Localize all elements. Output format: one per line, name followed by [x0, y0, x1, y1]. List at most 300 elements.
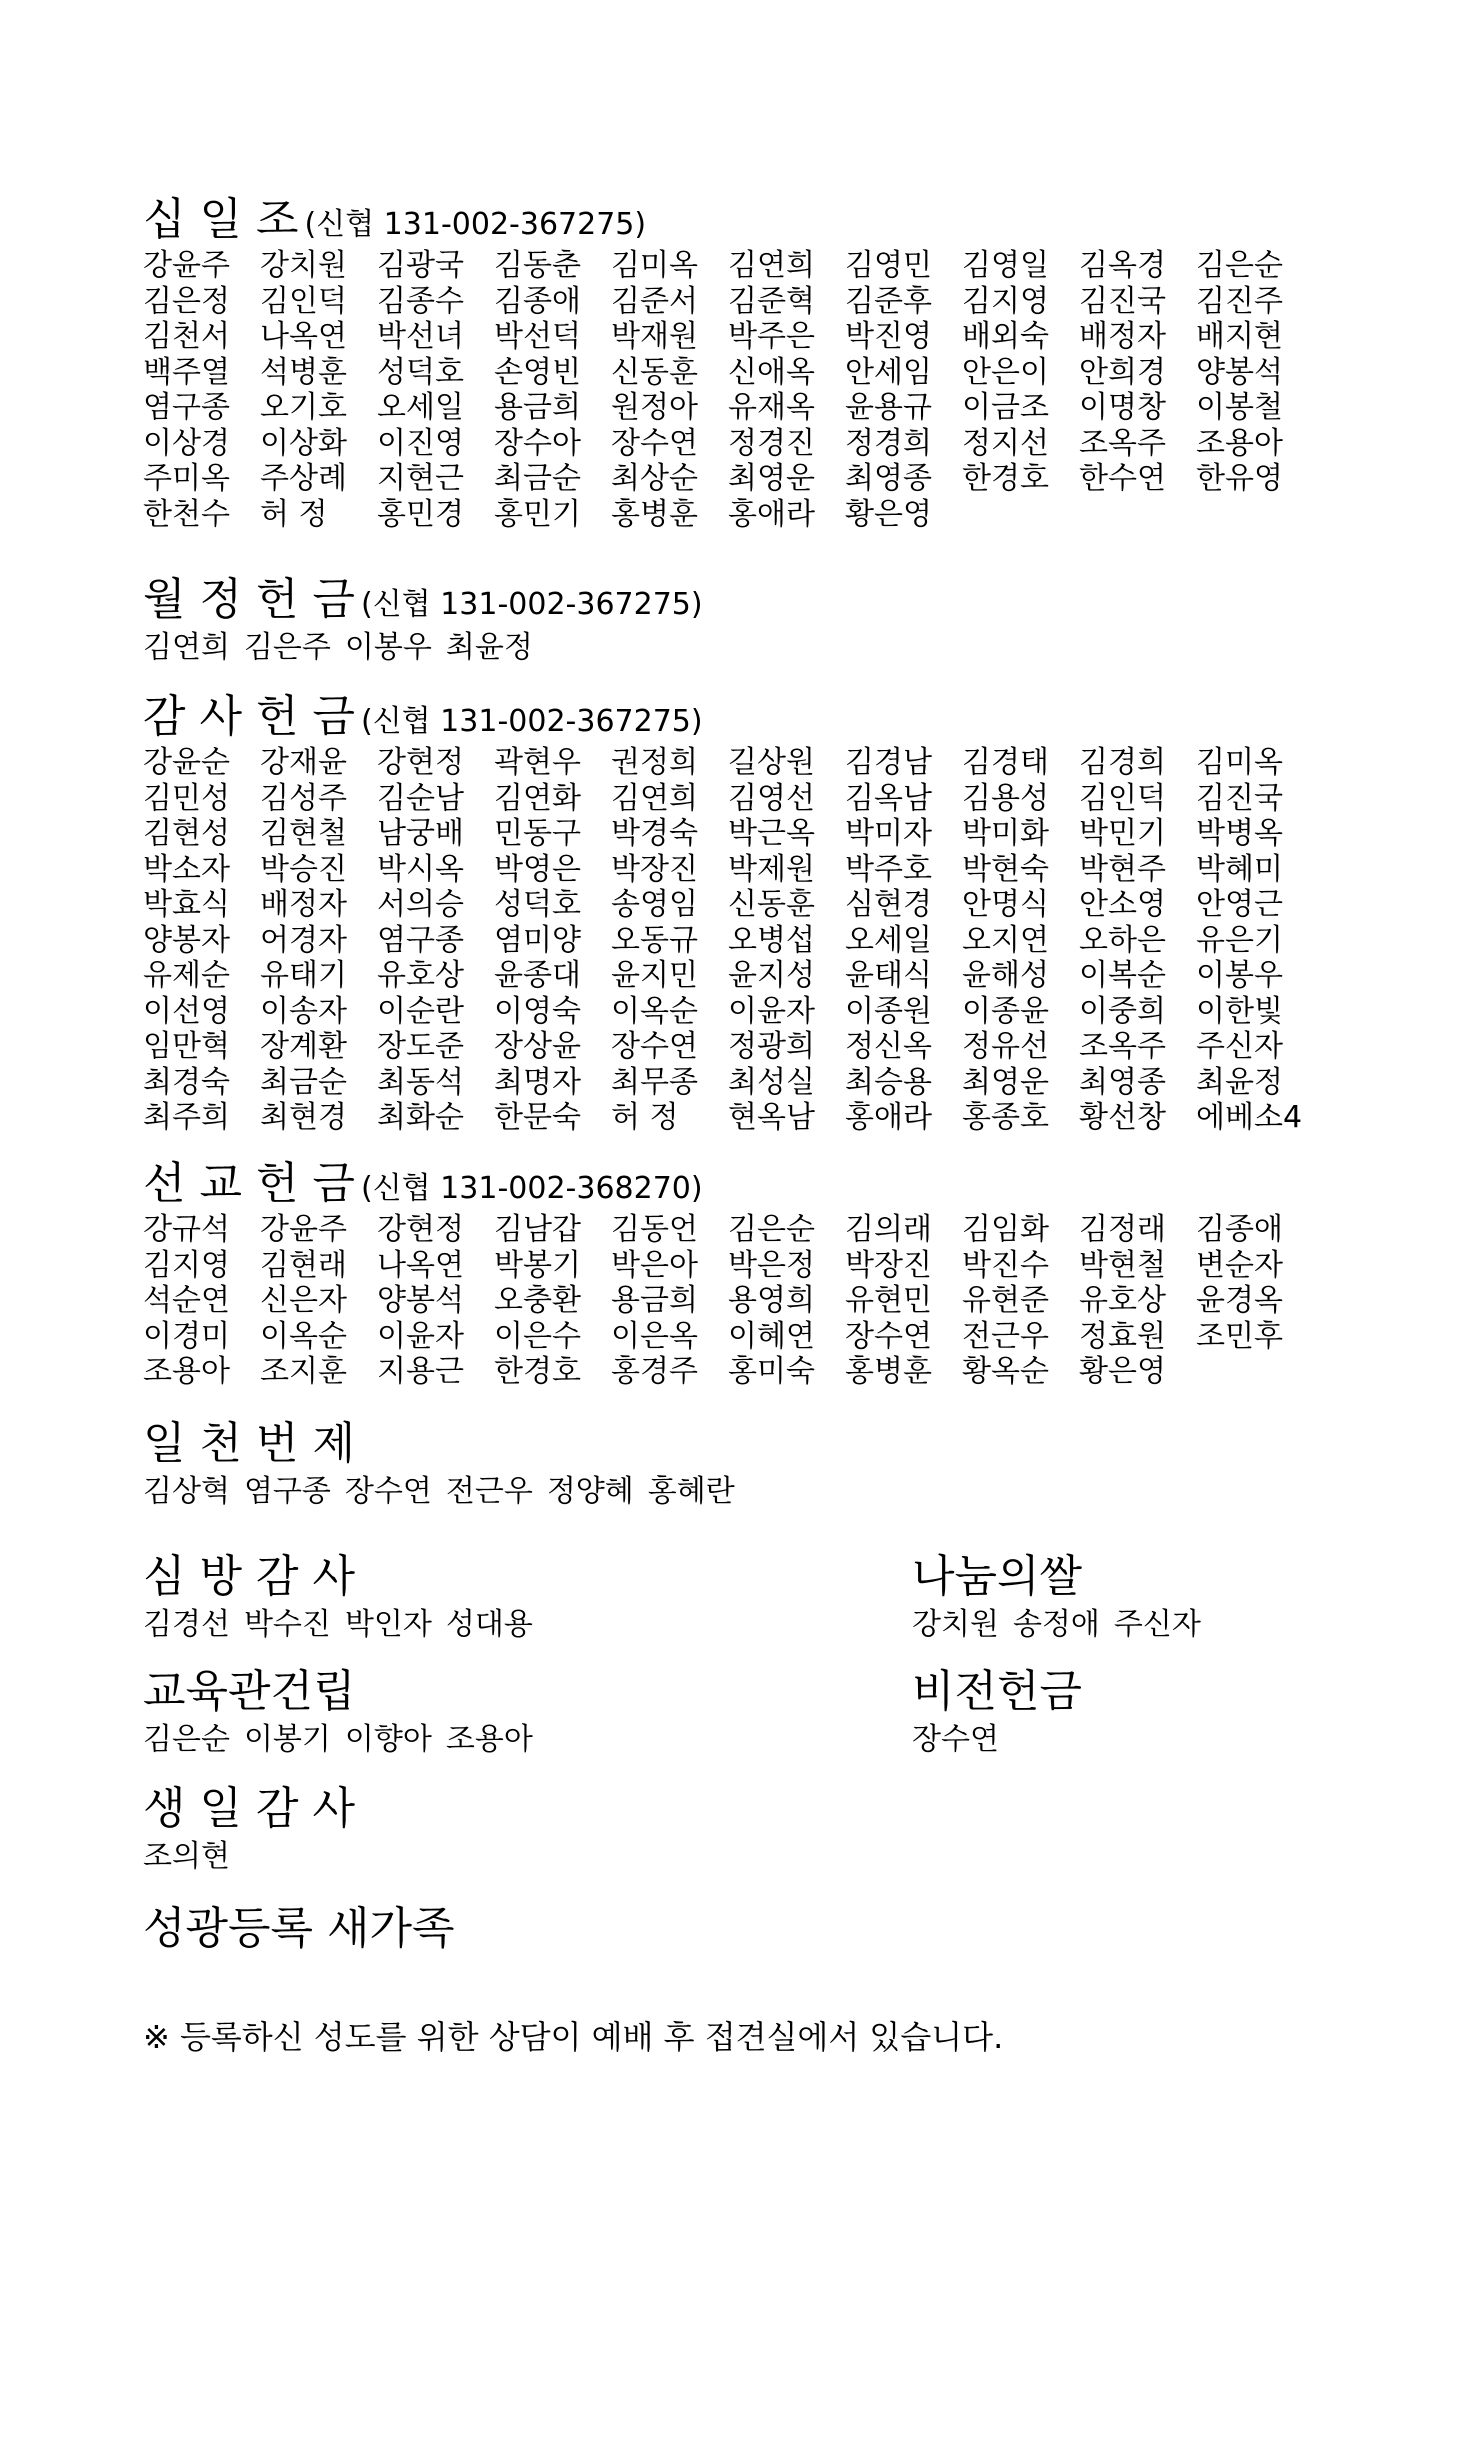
- member-name: 신동훈: [611, 354, 698, 390]
- member-name: 최윤정: [1196, 1064, 1283, 1100]
- member-name: 배정자: [1079, 319, 1166, 354]
- member-name: 이혜연: [728, 1318, 815, 1354]
- member-name: 김미옥: [1196, 745, 1283, 780]
- member-name: 오병섭: [728, 922, 815, 958]
- member-name: 유현준: [962, 1283, 1049, 1318]
- member-name: 이봉철: [1196, 390, 1283, 425]
- member-name: 김의래: [845, 1212, 932, 1247]
- member-name: 김은정: [143, 283, 230, 319]
- section-title: 성광등록 새가족: [143, 1903, 455, 1954]
- member-name: 최금순: [260, 1064, 347, 1100]
- member-name: 김준혁: [728, 283, 815, 319]
- member-name: 이경미: [143, 1318, 230, 1354]
- member-name: 장수연: [611, 425, 698, 461]
- member-name: 백주열: [143, 354, 230, 390]
- member-name: 이명창: [1079, 390, 1166, 425]
- account-number: (신협 131-002-368270): [360, 1171, 703, 1206]
- member-name: 이상화: [260, 425, 347, 461]
- member-name: 현옥남: [728, 1100, 815, 1135]
- member-name: 장도준: [377, 1029, 464, 1064]
- member-name: 김남갑: [494, 1212, 581, 1247]
- member-name: 김민성: [143, 780, 230, 816]
- member-name: 유현민: [845, 1283, 932, 1318]
- monthly-heading: [143, 574, 703, 625]
- member-name: 홍미숙: [728, 1354, 815, 1389]
- member-name: 김진국: [1196, 780, 1283, 816]
- member-name: 장수연: [912, 1722, 999, 1757]
- tithe-section: [143, 194, 1313, 532]
- thanks-heading: [143, 691, 1313, 742]
- member-name: 유제순: [143, 958, 230, 993]
- member-name: 전근우: [962, 1318, 1049, 1354]
- member-name: 박병옥: [1196, 816, 1283, 851]
- monthly-offering-section: [143, 574, 703, 666]
- member-name: 이옥순: [611, 993, 698, 1029]
- member-name: 김정래: [1079, 1212, 1166, 1247]
- member-name: 윤해성: [962, 958, 1049, 993]
- member-name: 홍민경: [377, 496, 464, 532]
- member-name: 홍애라: [728, 496, 815, 532]
- name-grid: [143, 248, 1313, 532]
- member-name: 최동석: [377, 1064, 464, 1100]
- name-list: [143, 1607, 547, 1643]
- member-name: 권정희: [611, 745, 698, 780]
- member-name: 강윤주: [143, 248, 230, 283]
- name-row: [143, 887, 1313, 923]
- member-name: 임만혁: [143, 1029, 230, 1064]
- member-name: 김지영: [143, 1247, 230, 1283]
- member-name: 박장진: [611, 851, 698, 887]
- member-name: 이중희: [1079, 993, 1166, 1029]
- member-name: 안은이: [962, 354, 1049, 390]
- rice-sharing-section: [912, 1551, 1215, 1643]
- member-name: 이윤자: [377, 1318, 464, 1354]
- name-row: [143, 284, 1313, 320]
- member-name: 조용아: [1196, 425, 1283, 461]
- member-name: 김영선: [728, 780, 815, 816]
- member-name: 최성실: [728, 1064, 815, 1100]
- member-name: 김종애: [494, 283, 581, 319]
- name-row: [143, 461, 1313, 497]
- member-name: 신은자: [260, 1283, 347, 1318]
- member-name: 이봉기: [243, 1722, 331, 1757]
- member-name: 윤태식: [845, 958, 932, 993]
- member-name: 김경남: [845, 745, 932, 780]
- name-row: [143, 248, 1313, 284]
- member-name: 이윤자: [728, 993, 815, 1029]
- name-row: [143, 781, 1313, 817]
- member-name: 변순자: [1196, 1247, 1283, 1283]
- member-name: 한유영: [1196, 461, 1283, 496]
- member-name: 김진주: [1196, 283, 1283, 319]
- member-name: 황은영: [1079, 1354, 1166, 1389]
- member-name: 박경숙: [611, 816, 698, 851]
- name-row: [143, 923, 1313, 959]
- member-name: 김인덕: [260, 283, 347, 319]
- member-name: 용영희: [728, 1283, 815, 1318]
- member-name: 김종애: [1196, 1212, 1283, 1247]
- member-name: 박미자: [845, 816, 932, 851]
- name-row: [143, 816, 1313, 852]
- member-name: 박주은: [728, 319, 815, 354]
- member-name: 김현철: [260, 816, 347, 851]
- name-row: [143, 426, 1313, 462]
- member-name: 김옥남: [845, 780, 932, 816]
- member-name: 박수진: [243, 1607, 331, 1642]
- name-row: [143, 355, 1313, 391]
- member-name: 신동훈: [728, 887, 815, 922]
- member-name: 에베소4: [1196, 1100, 1303, 1135]
- member-name: 최영운: [962, 1064, 1049, 1100]
- member-name: 홍경주: [611, 1354, 698, 1389]
- vision-offering-section: [912, 1666, 1083, 1758]
- member-name: 김진국: [1079, 283, 1166, 319]
- member-name: 유재옥: [728, 390, 815, 425]
- member-name: 최윤정: [445, 630, 533, 665]
- member-name: 이송자: [260, 993, 347, 1029]
- member-name: 이종원: [845, 993, 932, 1029]
- consultation-notice: ※ 등록하신 성도를 위한 상담이 예배 후 접견실에서 있습니다.: [143, 2018, 1004, 2056]
- member-name: 장상윤: [494, 1029, 581, 1064]
- member-name: 황선창: [1079, 1100, 1166, 1135]
- member-name: 신애옥: [728, 354, 815, 390]
- member-name: 박선녀: [377, 319, 464, 354]
- member-name: 김은순: [1196, 248, 1283, 283]
- section-title: 일 천 번 제: [143, 1418, 355, 1469]
- member-name: 송영임: [611, 887, 698, 922]
- member-name: 김은순: [728, 1212, 815, 1247]
- member-name: 김은순: [143, 1722, 230, 1757]
- member-name: 이향아: [344, 1722, 432, 1757]
- member-name: 박소자: [143, 851, 230, 887]
- member-name: 이선영: [143, 993, 230, 1029]
- member-name: 김인덕: [1079, 780, 1166, 816]
- member-name: 민동구: [494, 816, 581, 851]
- member-name: 이한빛: [1196, 993, 1283, 1029]
- member-name: 정지선: [962, 425, 1049, 461]
- member-name: 김현래: [260, 1247, 347, 1283]
- member-name: 안희경: [1079, 354, 1166, 390]
- member-name: 전근우: [445, 1474, 533, 1509]
- member-name: 김연희: [728, 248, 815, 283]
- member-name: 황옥순: [962, 1354, 1049, 1389]
- member-name: 김영민: [845, 248, 932, 283]
- member-name: 주신자: [1196, 1029, 1283, 1064]
- member-name: 한천수: [143, 496, 230, 532]
- member-name: 홍병훈: [845, 1354, 932, 1389]
- member-name: 최승용: [845, 1064, 932, 1100]
- member-name: 정양혜: [546, 1474, 634, 1509]
- member-name: 윤종대: [494, 958, 581, 993]
- member-name: 장계환: [260, 1029, 347, 1064]
- mission-offering-section: [143, 1158, 1313, 1390]
- member-name: 조지훈: [260, 1354, 347, 1389]
- member-name: 장수연: [344, 1474, 432, 1509]
- member-name: 박영은: [494, 851, 581, 887]
- member-name: 최금순: [494, 461, 581, 496]
- member-name: 박시옥: [377, 851, 464, 887]
- member-name: 황은영: [845, 496, 932, 532]
- section-title: 십 일 조: [143, 194, 299, 245]
- member-name: 박제원: [728, 851, 815, 887]
- name-list: [143, 1722, 547, 1758]
- name-row: [143, 497, 1313, 533]
- member-name: 서의승: [377, 887, 464, 922]
- member-name: 박미화: [962, 816, 1049, 851]
- member-name: 오동규: [611, 922, 698, 958]
- member-name: 홍병훈: [611, 496, 698, 532]
- member-name: 장수연: [845, 1318, 932, 1354]
- member-name: 최영종: [845, 461, 932, 496]
- member-name: 박재원: [611, 319, 698, 354]
- member-name: 박승진: [260, 851, 347, 887]
- member-name: 주상례: [260, 461, 347, 496]
- member-name: 김경태: [962, 745, 1049, 780]
- member-name: 강현정: [377, 1212, 464, 1247]
- member-name: 김광국: [377, 248, 464, 283]
- member-name: 최화순: [377, 1100, 464, 1135]
- section-title: 선 교 헌 금: [143, 1158, 355, 1209]
- member-name: 안영근: [1196, 887, 1283, 922]
- mission-heading: [143, 1158, 1313, 1209]
- member-name: 김옥경: [1079, 248, 1166, 283]
- member-name: 곽현우: [494, 745, 581, 780]
- member-name: 배외숙: [962, 319, 1049, 354]
- member-name: 정경진: [728, 425, 815, 461]
- member-name: 김종수: [377, 283, 464, 319]
- name-grid: [143, 745, 1313, 1136]
- member-name: 양봉자: [143, 922, 230, 958]
- member-name: 김상혁: [143, 1474, 230, 1509]
- member-name: 장수연: [611, 1029, 698, 1064]
- member-name: 김순남: [377, 780, 464, 816]
- member-name: 박혜미: [1196, 851, 1283, 887]
- section-title: 심 방 감 사: [143, 1551, 355, 1602]
- name-list: [912, 1722, 1082, 1758]
- name-grid: [143, 1212, 1313, 1390]
- member-name: 정광희: [728, 1029, 815, 1064]
- member-name: 성대용: [445, 1607, 533, 1642]
- member-name: 이봉우: [1196, 958, 1283, 993]
- member-name: 김준서: [611, 283, 698, 319]
- member-name: 박근옥: [728, 816, 815, 851]
- member-name: 유은기: [1196, 922, 1283, 958]
- member-name: 주미옥: [143, 461, 230, 496]
- member-name: 조의현: [143, 1839, 230, 1874]
- name-row: [143, 1248, 1313, 1284]
- member-name: 홍종호: [962, 1100, 1049, 1135]
- member-name: 박효식: [143, 887, 230, 922]
- member-name: 조용아: [445, 1722, 533, 1757]
- member-name: 김경선: [143, 1607, 230, 1642]
- member-name: 강규석: [143, 1212, 230, 1247]
- name-row: [143, 1100, 1313, 1136]
- member-name: 박은아: [611, 1247, 698, 1283]
- member-name: 원정아: [611, 390, 698, 425]
- member-name: 박봉기: [494, 1247, 581, 1283]
- member-name: 장수아: [494, 425, 581, 461]
- member-name: 김현성: [143, 816, 230, 851]
- member-name: 송정애: [1012, 1607, 1100, 1642]
- education-building-section: [143, 1666, 547, 1758]
- member-name: 이복순: [1079, 958, 1166, 993]
- member-name: 박은정: [728, 1247, 815, 1283]
- member-name: 염구종: [377, 922, 464, 958]
- member-name: 정유선: [962, 1029, 1049, 1064]
- member-name: 최명자: [494, 1064, 581, 1100]
- member-name: 심현경: [845, 887, 932, 922]
- member-name: 최경숙: [143, 1064, 230, 1100]
- tithe-heading: [143, 194, 1313, 245]
- member-name: 조민후: [1196, 1318, 1283, 1354]
- member-name: 박현주: [1079, 851, 1166, 887]
- member-name: 염미양: [494, 922, 581, 958]
- member-name: 배정자: [260, 887, 347, 922]
- member-name: 강윤순: [143, 745, 230, 780]
- member-name: 안소영: [1079, 887, 1166, 922]
- member-name: 김천서: [143, 319, 230, 354]
- name-list: [143, 630, 703, 666]
- member-name: 강치원: [260, 248, 347, 283]
- member-name: 이상경: [143, 425, 230, 461]
- member-name: 이종윤: [962, 993, 1049, 1029]
- member-name: 최주희: [143, 1100, 230, 1135]
- name-list: [912, 1607, 1215, 1643]
- member-name: 김동언: [611, 1212, 698, 1247]
- member-name: 유태기: [260, 958, 347, 993]
- member-name: 한문숙: [494, 1100, 581, 1135]
- member-name: 윤경옥: [1196, 1283, 1283, 1318]
- member-name: 최현경: [260, 1100, 347, 1135]
- section-title: 교육관건립: [143, 1666, 356, 1717]
- member-name: 오세일: [377, 390, 464, 425]
- name-row: [143, 745, 1313, 781]
- section-title: 나눔의쌀: [912, 1551, 1083, 1602]
- member-name: 유호상: [1079, 1283, 1166, 1318]
- member-name: 김준후: [845, 283, 932, 319]
- name-row: [143, 1354, 1313, 1390]
- member-name: 이금조: [962, 390, 1049, 425]
- member-name: 김경희: [1079, 745, 1166, 780]
- member-name: 박진수: [962, 1247, 1049, 1283]
- name-list: [143, 1474, 749, 1510]
- member-name: 안명식: [962, 887, 1049, 922]
- member-name: 길상원: [728, 745, 815, 780]
- member-name: 홍애라: [845, 1100, 932, 1135]
- member-name: 정효원: [1079, 1318, 1166, 1354]
- member-name: 이진영: [377, 425, 464, 461]
- member-name: 정경희: [845, 425, 932, 461]
- member-name: 이봉우: [344, 630, 432, 665]
- member-name: 박장진: [845, 1247, 932, 1283]
- section-title: 월 정 헌 금: [143, 574, 355, 625]
- account-number: (신협 131-002-367275): [304, 207, 647, 242]
- member-name: 윤용규: [845, 390, 932, 425]
- member-name: 어경자: [260, 922, 347, 958]
- member-name: 남궁배: [377, 816, 464, 851]
- member-name: 오충환: [494, 1283, 581, 1318]
- member-name: 김은주: [243, 630, 331, 665]
- member-name: 최영종: [1079, 1064, 1166, 1100]
- name-row: [143, 958, 1313, 994]
- member-name: 김연희: [143, 630, 230, 665]
- member-name: 오지연: [962, 922, 1049, 958]
- member-name: 이순란: [377, 993, 464, 1029]
- member-name: 한경호: [962, 461, 1049, 496]
- section-title: 감 사 헌 금: [143, 691, 355, 742]
- member-name: 강윤주: [260, 1212, 347, 1247]
- member-name: 이은수: [494, 1318, 581, 1354]
- member-name: 박현철: [1079, 1247, 1166, 1283]
- member-name: 박인자: [344, 1607, 432, 1642]
- birthday-thanks-section: [143, 1783, 355, 1875]
- name-row: [143, 390, 1313, 426]
- member-name: 용금희: [494, 390, 581, 425]
- name-row: [143, 1029, 1313, 1065]
- member-name: 김연화: [494, 780, 581, 816]
- member-name: 지현근: [377, 461, 464, 496]
- member-name: 김용성: [962, 780, 1049, 816]
- member-name: 허 정: [611, 1100, 679, 1135]
- member-name: 최영운: [728, 461, 815, 496]
- member-name: 강재윤: [260, 745, 347, 780]
- account-number: (신협 131-002-367275): [360, 587, 703, 622]
- member-name: 나옥연: [260, 319, 347, 354]
- member-name: 유호상: [377, 958, 464, 993]
- member-name: 박민기: [1079, 816, 1166, 851]
- member-name: 성덕호: [377, 354, 464, 390]
- member-name: 염구종: [243, 1474, 331, 1509]
- member-name: 박진영: [845, 319, 932, 354]
- member-name: 이옥순: [260, 1318, 347, 1354]
- member-name: 윤지성: [728, 958, 815, 993]
- member-name: 최상순: [611, 461, 698, 496]
- newcomers-section: [143, 1903, 455, 1954]
- member-name: 안세임: [845, 354, 932, 390]
- member-name: 허 정: [260, 496, 328, 532]
- member-name: 정신옥: [845, 1029, 932, 1064]
- member-name: 박현숙: [962, 851, 1049, 887]
- member-name: 이영숙: [494, 993, 581, 1029]
- member-name: 김영일: [962, 248, 1049, 283]
- name-row: [143, 1065, 1313, 1101]
- member-name: 조용아: [143, 1354, 230, 1389]
- visit-thanks-section: [143, 1551, 547, 1643]
- first-offering-section: [143, 1418, 749, 1510]
- member-name: 주신자: [1113, 1607, 1201, 1642]
- member-name: 홍민기: [494, 496, 581, 532]
- section-title: 생 일 감 사: [143, 1783, 355, 1834]
- member-name: 박선덕: [494, 319, 581, 354]
- member-name: 이은옥: [611, 1318, 698, 1354]
- member-name: 나옥연: [377, 1247, 464, 1283]
- name-row: [143, 319, 1313, 355]
- member-name: 한수연: [1079, 461, 1166, 496]
- member-name: 양봉석: [1196, 354, 1283, 390]
- member-name: 김지영: [962, 283, 1049, 319]
- member-name: 성덕호: [494, 887, 581, 922]
- member-name: 석병훈: [260, 354, 347, 390]
- account-number: (신협 131-002-367275): [360, 704, 703, 739]
- member-name: 홍혜란: [647, 1474, 735, 1509]
- thanks-offering-section: [143, 691, 1313, 1136]
- member-name: 강현정: [377, 745, 464, 780]
- member-name: 김성주: [260, 780, 347, 816]
- member-name: 김임화: [962, 1212, 1049, 1247]
- name-row: [143, 852, 1313, 888]
- name-row: [143, 994, 1313, 1030]
- member-name: 김동춘: [494, 248, 581, 283]
